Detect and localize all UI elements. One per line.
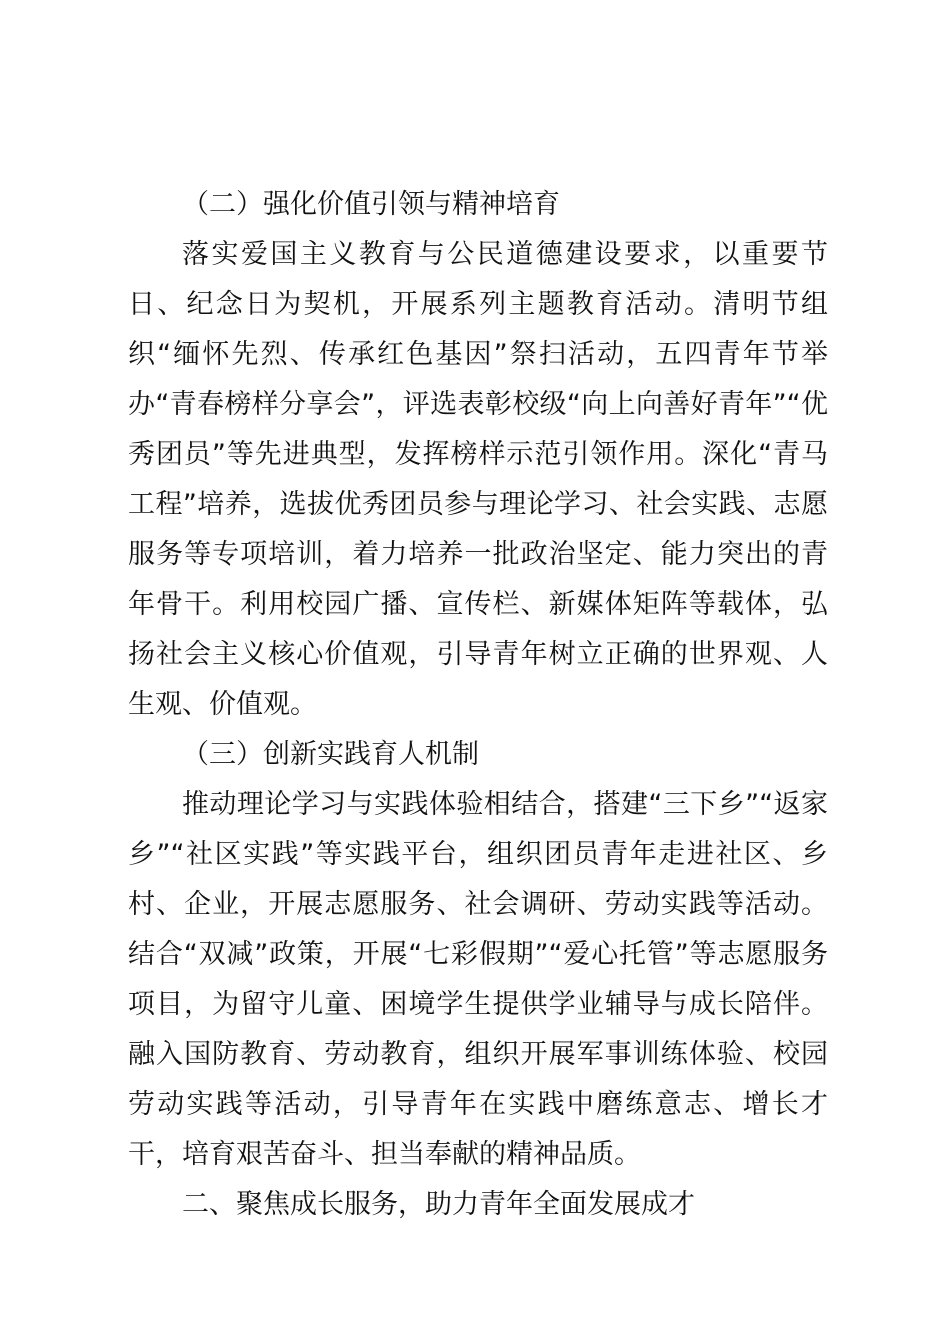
section-2-heading: （二）强化价值引领与精神培育 bbox=[182, 189, 560, 220]
part-2-heading: 二、聚焦成长服务，助力青年全面发展成才 bbox=[182, 1189, 695, 1220]
section-3-body: 推动理论学习与实践体验相结合，搭建“三下乡”“返家乡”“社区实践”等实践平台，组织团员青年走进社区、乡村、企业，开展志愿服务、社会调研、劳动实践等活动。结合“双减”政策，开展“七彩假期”“爱心托管”等志愿服务项目，为留守儿童、困境学生提供学业辅导与成长陪伴。融入国防教育、劳动教育，组织开展军事训练体验、校园劳动实践等活动，引导青年在实践中磨练意志、增长才干，培育艰苦奋斗、担当奉献的精神品质。 bbox=[128, 789, 828, 1170]
section-2-body: 落实爱国主义教育与公民道德建设要求，以重要节日、纪念日为契机，开展系列主题教育活动。清明节组织“缅怀先烈、传承红色基因”祭扫活动，五四青年节举办“青春榜样分享会”，评选表彰校级“向上向善好青年”“优秀团员”等先进典型，发挥榜样示范引领作用。深化“青马工程”培养，选拔优秀团员参与理论学习、社会实践、志愿服务等专项培训，着力培养一批政治坚定、能力突出的青年骨干。利用校园广播、宣传栏、新媒体矩阵等载体，弘扬社会主义核心价值观，引导青年树立正确的世界观、人生观、价值观。 bbox=[128, 239, 828, 720]
document-content bbox=[128, 180, 828, 1230]
section-3-heading: （三）创新实践育人机制 bbox=[182, 739, 479, 770]
